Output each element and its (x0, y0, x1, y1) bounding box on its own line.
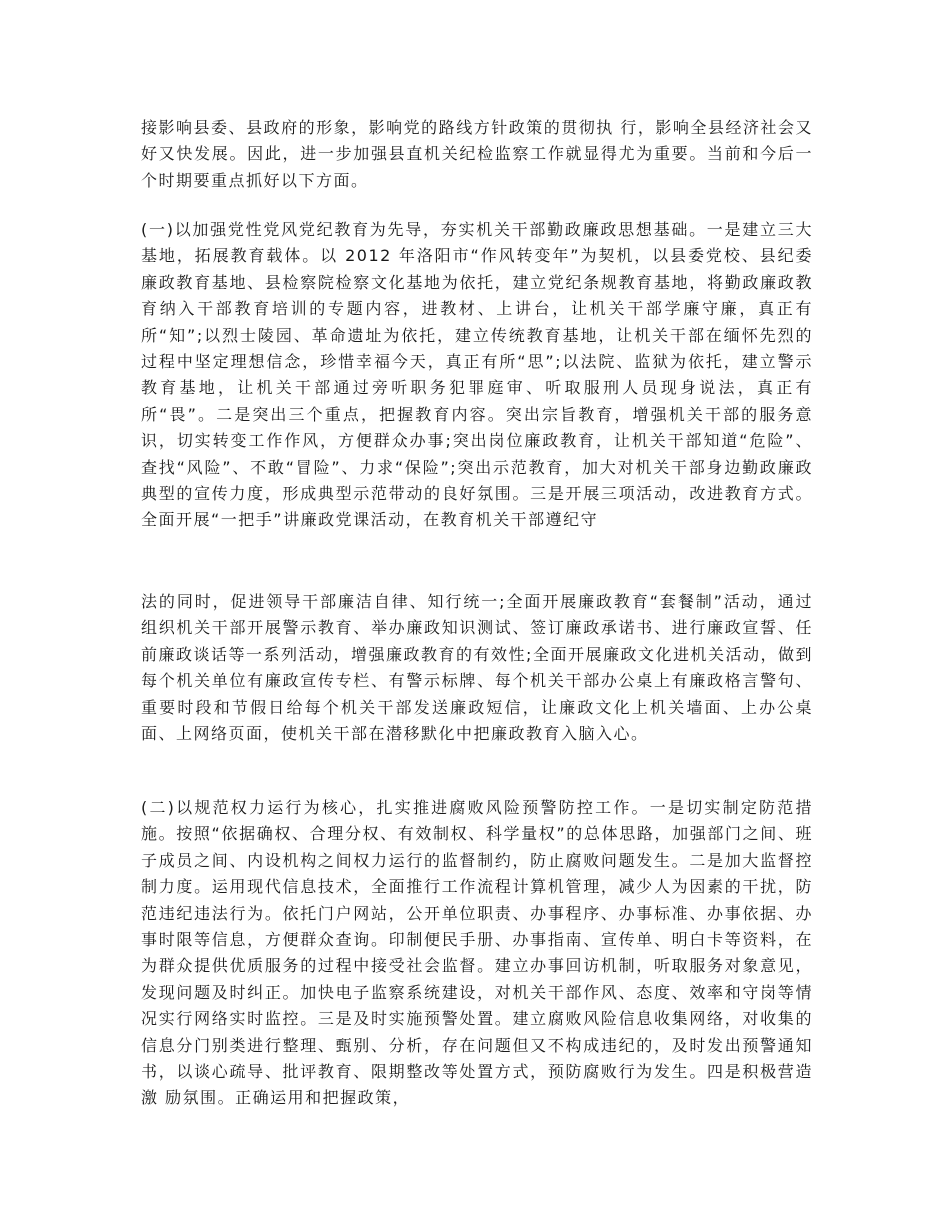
paragraph-intro-continuation: 接影响县委、县政府的形象，影响党的路线方针政策的贯彻执 行，影响全县经济社会又好又快发展。因此，进一步加强县直机关纪检监察工作就显得尤为重要。当前和今后一个时期要重点抓好以下方面。 (141, 118, 813, 190)
paragraph-section-two: (二)以规范权力运行为核心，扎实推进腐败风险预警防控工作。一是切实制定防范措施。按照“依据确权、合理分权、有效制权、科学量权”的总体思路，加强部门之间、班子成员之间、内设机构之间权力运行的监督制约，防止腐败问题发生。二是加大监督控制力度。运用现代信息技术，全面推行工作流程计算机管理，减少人为因素的干扰，防范违纪违法行为。依托门户网站，公开单位职责、办事程序、办事标准、办事依据、办事时限等信息，方便群众查询。印制便民手册、办事指南、宣传单、明白卡等资料，在为群众提供优质服务的过程中接受社会监督。建立办事回访机制，听取服务对象意见，发现问题及时纠正。加快电子监察系统建设，对机关干部作风、态度、效率和守岗等情况实行网络实时监控。三是及时实施预警处置。建立腐败风险信息收集网络，对收集的信息分门别类进行整理、甄别、分析，存在问题但又不构成违纪的，及时发出预警通知书，以谈心疏导、批评教育、限期整改等处置方式，预防腐败行为发生。四是积极营造激 励氛围。正确运用和把握政策， (141, 798, 813, 1108)
paragraph-section-one-continuation: 法的同时，促进领导干部廉洁自律、知行统一;全面开展廉政教育“套餐制”活动，通过组织机关干部开展警示教育、举办廉政知识测试、签订廉政承诺书、进行廉政宣誓、任前廉政谈话等一系列活动，增强廉政教育的有效性;全面开展廉政文化进机关活动，做到每个机关单位有廉政宣传专栏、有警示标牌、每个机关干部办公桌上有廉政格言警句、重要时段和节假日给每个机关干部发送廉政短信，让廉政文化上机关墙面、上办公桌面、上网络页面，使机关干部在潜移默化中把廉政教育入脑入心。 (141, 592, 813, 744)
paragraph-section-one: (一)以加强党性党风党纪教育为先导，夯实机关干部勤政廉政思想基础。一是建立三大基地，拓展教育载体。以 2012 年洛阳市“作风转变年”为契机，以县委党校、县纪委廉政教育基地、县检察院检察文化基地为依托，建立党纪条规教育基地，将勤政廉政教育纳入干部教育培训的专题内容，进教材、上讲台，让机关干部学廉守廉，真正有所“知”;以烈士陵园、革命遗址为依托，建立传统教育基地，让机关干部在缅怀先烈的过程中坚定理想信念，珍惜幸福今天，真正有所“思”;以法院、监狱为依托，建立警示教育基地，让机关干部通过旁听职务犯罪庭审、听取服刑人员现身说法，真正有所“畏”。二是突出三个重点，把握教育内容。突出宗旨教育，增强机关干部的服务意识，切实转变工作作风，方便群众办事;突出岗位廉政教育，让机关干部知道“危险”、查找“风险”、不敢“冒险”、力求“保险”;突出示范教育，加大对机关干部身边勤政廉政典型的宣传力度，形成典型示范带动的良好氛围。三是开展三项活动，改进教育方式。全面开展“一把手”讲廉政党课活动，在教育机关干部遵纪守 (141, 220, 813, 530)
